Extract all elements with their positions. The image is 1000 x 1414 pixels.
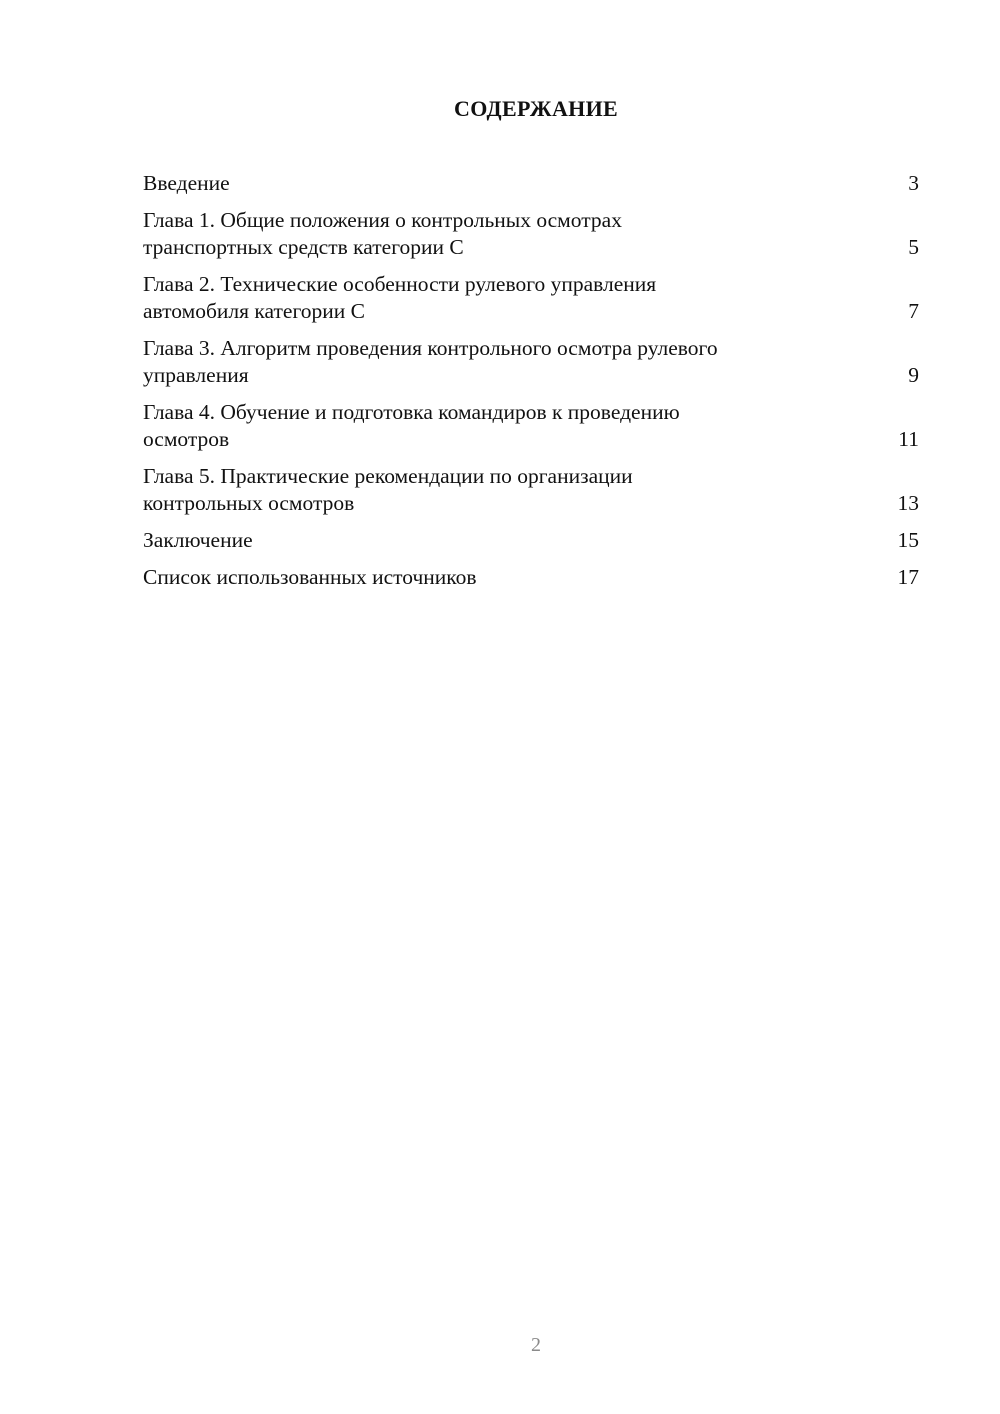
toc-entry-text [143, 170, 230, 197]
toc-entry-line: автомобиля категории С [143, 299, 365, 323]
toc-entry-line: транспортных средств категории С [143, 235, 464, 259]
toc-entry-line: Глава 3. Алгоритм проведения контрольного осмотра рулевого [143, 336, 718, 360]
table-of-contents [143, 170, 919, 601]
toc-entry-conclusion [143, 527, 919, 554]
toc-entry-references [143, 564, 919, 591]
toc-entry-line: контрольных осмотров [143, 491, 355, 515]
toc-page-number: 17 [897, 565, 919, 589]
toc-entry-chapter-3 [143, 335, 919, 389]
toc-entry-line: Глава 2. Технические особенности рулевого управления [143, 272, 657, 296]
toc-entry-text [143, 564, 477, 591]
toc-page-number: 7 [908, 299, 919, 323]
toc-entry-line: Глава 1. Общие положения о контрольных осмотрах [143, 208, 622, 232]
page-footer-number: 2 [531, 1334, 541, 1356]
toc-entry-line: управления [143, 363, 249, 387]
toc-entry-line: Заключение [143, 528, 253, 552]
toc-entry-introduction [143, 170, 919, 197]
toc-page-number: 15 [897, 528, 919, 552]
toc-entry-text [143, 271, 656, 325]
toc-entry-line: Введение [143, 171, 230, 195]
toc-page-number: 3 [908, 171, 919, 195]
toc-entry-text [143, 207, 622, 261]
toc-page-number: 9 [908, 363, 919, 387]
toc-entry-line: Глава 5. Практические рекомендации по организации [143, 464, 633, 488]
toc-page-number: 5 [908, 235, 919, 259]
toc-entry-line: Глава 4. Обучение и подготовка командиров к проведению [143, 400, 680, 424]
toc-page-number: 11 [898, 427, 919, 451]
toc-entry-line: осмотров [143, 427, 230, 451]
toc-entry-chapter-5 [143, 463, 919, 517]
toc-entry-chapter-1 [143, 207, 919, 261]
toc-entry-chapter-2 [143, 271, 919, 325]
page-title: СОДЕРЖАНИЕ [454, 96, 618, 121]
toc-entry-chapter-4 [143, 399, 919, 453]
toc-page-number: 13 [897, 491, 919, 515]
toc-entry-text [143, 527, 253, 554]
toc-entry-text [143, 335, 718, 389]
toc-entry-line: Список использованных источников [143, 565, 477, 589]
toc-entry-text [143, 463, 633, 517]
toc-entry-text [143, 399, 680, 453]
